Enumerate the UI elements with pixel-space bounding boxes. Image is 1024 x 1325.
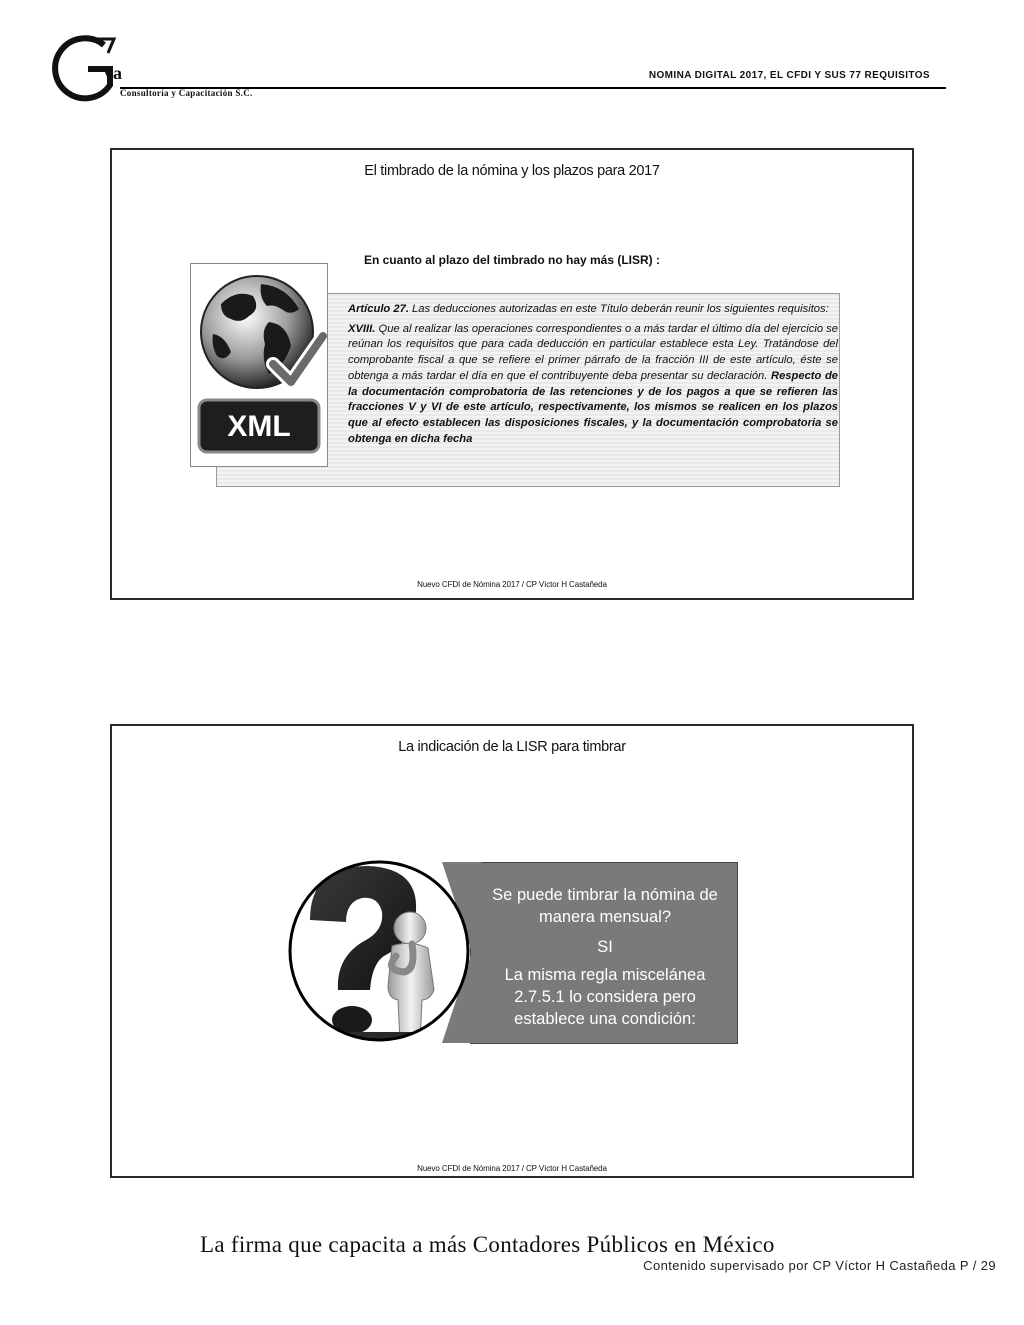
slide-footer: Nuevo CFDI de Nómina 2017 / CP Víctor H Castañeda bbox=[417, 1164, 607, 1173]
page-credit: Contenido supervisado por CP Víctor H Castañeda P / 29 bbox=[643, 1258, 996, 1273]
slide-subtitle: En cuanto al plazo del timbrado no hay más (LISR) : bbox=[363, 253, 661, 267]
question-text: Se puede timbrar la nómina de manera mensual? bbox=[492, 886, 718, 926]
company-name: Consultoría y Capacitación S.C. bbox=[120, 88, 253, 98]
article-intro: Las deducciones autorizadas en este Título deberán reunir los siguientes requisitos: bbox=[408, 303, 829, 315]
xml-label: XML bbox=[227, 410, 291, 443]
question-image bbox=[288, 860, 470, 1042]
slide-title: La indicación de la LISR para timbrar bbox=[398, 739, 626, 755]
tagline: La firma que capacita a más Contadores Públicos en México bbox=[200, 1232, 775, 1257]
article-heading: Artículo 27. bbox=[348, 303, 409, 315]
fraction-heading: XVIII. bbox=[348, 322, 376, 335]
explanation-text: La misma regla miscelánea 2.7.5.1 lo considera pero establece una condición: bbox=[504, 966, 706, 1028]
answer-text: SI bbox=[597, 938, 613, 956]
document-title: NOMINA DIGITAL 2017, EL CFDI Y SUS 77 REQUISITOS bbox=[648, 70, 930, 81]
slide-indicacion-lisr bbox=[110, 724, 914, 1178]
xml-image bbox=[190, 263, 328, 467]
svg-text:va: va bbox=[104, 63, 122, 83]
fraction-emphasis: Respecto de la documentación comprobatoria de las retenciones y de los pagos a que se refieren las fracciones V y VI de este artículo, respectivamente, los mismos se realicen en los plazos que al efecto establecen las disposiciones fiscales, y la documentación comprobatoria se obtenga en dicha fecha bbox=[348, 369, 839, 445]
slide-timbrado-plazos bbox=[110, 148, 914, 600]
fraction-text: Que al realizar las operaciones correspondientes o a más tardar el último día del ejercicio se reúnan los requisitos que para cada deducción en particular establece esta Ley. Tratándose del comprobante fiscal a que se refiere el primer párrafo de la fracción III de este artículo, éste se obtenga a más tardar el día en que el contribuyente deba presentar su declaración. bbox=[348, 322, 838, 382]
article-text bbox=[348, 302, 838, 451]
slide-title: El timbrado de la nómina y los plazos para 2017 bbox=[364, 163, 660, 179]
slide-footer: Nuevo CFDI de Nómina 2017 / CP Víctor H Castañeda bbox=[417, 580, 607, 589]
